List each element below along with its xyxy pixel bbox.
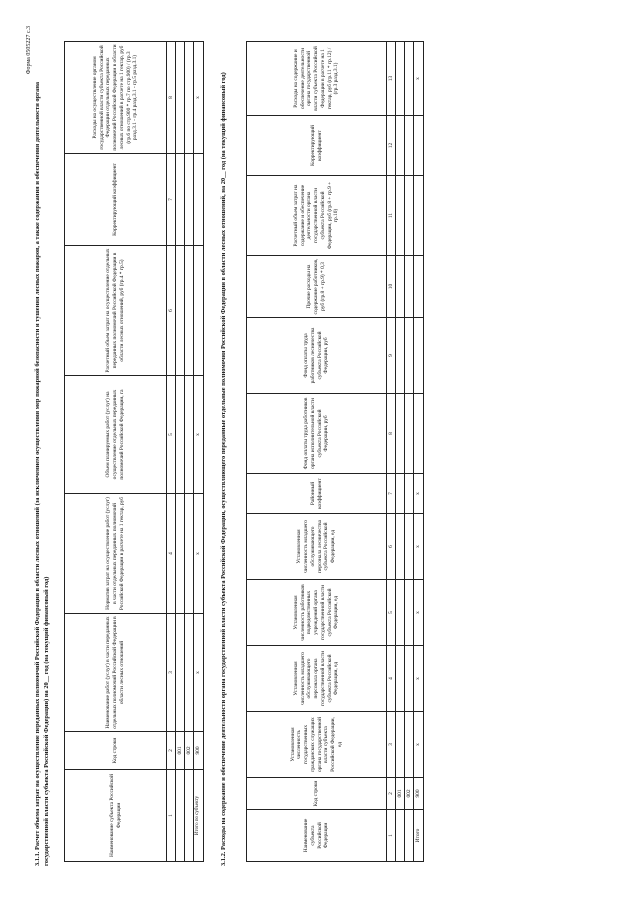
s1-cell: [176, 494, 185, 614]
s1-cell: [176, 154, 185, 246]
s2-cell: [414, 318, 424, 394]
s2-x-mark: x: [414, 646, 424, 712]
s2-colnum: 6: [387, 514, 396, 580]
s1-cell: [185, 154, 194, 246]
s2-cell: [405, 474, 414, 514]
s1-colnum: 5: [167, 376, 176, 494]
s1-colnum: 1: [167, 770, 176, 862]
s2-x-mark: x: [414, 712, 424, 778]
s1-cell: [176, 42, 185, 154]
s2-header-civil-servants: Установленная численность государственных гражданских служащих органа государственной власти субъекта Российской Федерации, ед: [247, 712, 387, 778]
s1-header-expenses: Расходы на осуществление органом государственной власти субъекта Российской Федерации отдельных переданных полномочий Российской Федерации в области лесных отношений в расчете на 1 гектар, руб (гр.6 по стр.900 * гр.7 по стр.900) / (гр.3 разд.3.1 - гр.4 разд.3.1 - гр.5 разд.3.1): [65, 42, 167, 154]
s1-cell: [185, 376, 194, 494]
s1-cell: [185, 494, 194, 614]
s1-colnum: 4: [167, 494, 176, 614]
s1-header-coef: Корректирующий коэффициент: [65, 154, 167, 246]
s1-row-code: 001: [176, 732, 185, 770]
s2-colnum: 7: [387, 474, 396, 514]
s2-colnum: 13: [387, 42, 396, 116]
table-row: [185, 42, 194, 862]
s1-cell: [185, 770, 194, 862]
s2-cell: [396, 514, 405, 580]
s2-x-mark: x: [414, 42, 424, 116]
s2-total-code: 900: [414, 778, 424, 810]
s2-colnum: 12: [387, 116, 396, 176]
s2-cell: [396, 318, 405, 394]
s2-cell: [414, 176, 424, 256]
s1-colnum: 7: [167, 154, 176, 246]
s2-colnum: 2: [387, 778, 396, 810]
s2-header-junior-staff-organ: Установленная численность младшего обслуживающего персонала органа государственной власти субъекта Российской Федерации, ед: [247, 646, 387, 712]
s1-header-calc-volume: Расчетный объем затрат на осуществление отдельных переданных полномочий Российской Федерации в области лесных отношений, руб (гр.4 * гр.5): [65, 246, 167, 376]
s1-header-subject: Наименование субъекта Российской Федерации: [65, 770, 167, 862]
s2-x-mark: x: [414, 474, 424, 514]
s2-cell: [396, 474, 405, 514]
s2-header-coef: Корректирующий коэффициент: [247, 116, 387, 176]
s2-total-row: [414, 42, 424, 862]
s1-cell: [185, 42, 194, 154]
s2-cell: [396, 646, 405, 712]
s2-cell: [396, 42, 405, 116]
s2-x-mark: x: [414, 514, 424, 580]
s2-cell: [405, 42, 414, 116]
s2-header-regional-coef: Районный коэффициент: [247, 474, 387, 514]
s2-colnum: 9: [387, 318, 396, 394]
s1-x-mark: x: [194, 42, 204, 154]
s2-cell: [405, 176, 414, 256]
s1-colnum: 2: [167, 732, 176, 770]
s2-colnum: 8: [387, 394, 396, 474]
s2-colnum: 1: [387, 810, 396, 862]
s1-header-code: Код строки: [65, 732, 167, 770]
s1-header-volume: Объем планируемых работ (услуг) на осуществление отдельных переданных полномочий Российской Федерации, га: [65, 376, 167, 494]
s1-row-code: 002: [185, 732, 194, 770]
s2-header-subordinate-staff: Установленная численность работников подведомственных учреждений органа государственной власти субъекта Российской Федерации, ед: [247, 580, 387, 646]
s2-cell: [414, 256, 424, 318]
s2-cell: [405, 712, 414, 778]
table-row: [405, 42, 414, 862]
s2-cell: [414, 394, 424, 474]
s2-header-code: Код строки: [247, 778, 387, 810]
s2-cell: [396, 580, 405, 646]
s2-cell: [405, 514, 414, 580]
s2-x-mark: x: [414, 580, 424, 646]
s2-cell: [405, 646, 414, 712]
s2-cell: [405, 394, 414, 474]
s1-cell: [176, 246, 185, 376]
table-row: [396, 42, 405, 862]
s1-cell: [176, 614, 185, 732]
s2-cell: [405, 318, 414, 394]
s2-cell: [405, 256, 414, 318]
s2-colnum: 4: [387, 646, 396, 712]
s2-cell: [405, 810, 414, 862]
s2-colnum: 3: [387, 712, 396, 778]
s1-cell: [176, 376, 185, 494]
s1-x-mark: x: [194, 376, 204, 494]
s1-total-row: [194, 42, 204, 862]
rotated-content: [20, 22, 620, 882]
s2-header-other-expenses: Прочие расходы на содержание работников, руб (гр.8 + гр.9) * 0,3: [247, 256, 387, 318]
s1-total-label: Итого по субъекту: [194, 770, 204, 862]
s2-cell: [405, 116, 414, 176]
s1-colnum: 3: [167, 614, 176, 732]
s2-cell: [396, 256, 405, 318]
s2-header-payroll-forestry: Фонд оплаты труда работников лесничества субъекта Российской Федерации, руб: [247, 318, 387, 394]
section2-title: 3.1.2. Расходы на содержание и обеспечение деятельности органа государственной власти субъекта Российской Федерации, осуществляющего переданные отдельные полномочия Российской Федерации в области лесных отношений, на 20__ год (на текущий финансовый год): [220, 72, 227, 866]
s1-cell: [185, 246, 194, 376]
s1-cell: [185, 614, 194, 732]
s1-col-numbers-row: [167, 42, 176, 862]
s2-colnum: 5: [387, 580, 396, 646]
s2-cell: [396, 116, 405, 176]
s1-cell: [194, 154, 204, 246]
s2-cell: [396, 176, 405, 256]
s2-colnum: 11: [387, 176, 396, 256]
s2-cell: [396, 394, 405, 474]
s2-row-code: 001: [396, 778, 405, 810]
s2-header-payroll-organ: Фонд оплаты труда работников органа исполнительной власти субъекта Российской Федерации, руб: [247, 394, 387, 474]
s2-header-junior-staff-forestry: Установленная численность младшего обслуживающего персонала лесничества субъекта Российской Федерации, ед: [247, 514, 387, 580]
s2-cell: [396, 810, 405, 862]
s1-cell: [194, 246, 204, 376]
s1-total-code: 900: [194, 732, 204, 770]
form-code: Форма 0505227 с.3: [26, 26, 32, 75]
s2-cell: [414, 116, 424, 176]
s1-colnum: 6: [167, 246, 176, 376]
section1-title: 3.1.1. Расчет объема затрат на осуществление переданных полномочий Российской Федерации в области лесных отношений (за исключением осуществления мер пожарной безопасности и тушения лесных пожаров, а также содержания и обеспечения деятельности органа государственной власти субъекта Российской Федерации) на 20__ год (на текущий финансовый год): [34, 81, 50, 866]
s2-row-code: 002: [405, 778, 414, 810]
s2-cell: [405, 580, 414, 646]
table-row: [176, 42, 185, 862]
s2-colnum: 10: [387, 256, 396, 318]
s2-header-calc-volume: Расчетный объем затрат на содержание и обеспечение деятельности органа государственной власти субъекта Российской Федерации, руб (гр.8 + гр.9 + гр.10): [247, 176, 387, 256]
s1-x-mark: x: [194, 614, 204, 732]
s1-colnum: 8: [167, 42, 176, 154]
s2-header-subject: Наименование субъекта Российской Федерации: [247, 810, 387, 862]
section1-table: [64, 41, 204, 862]
s1-x-mark: x: [194, 494, 204, 614]
s2-col-numbers-row: [387, 42, 396, 862]
s1-cell: [176, 770, 185, 862]
s1-header-works: Наименование работ (услуг) в части переданных отдельных полномочий Российской Федерации в области лесных отношений: [65, 614, 167, 732]
s1-header-norm: Норматив затрат на осуществление работ (услуг) в части отдельных переданных полномочий Российской Федерации в расчете на 1 гектар, руб: [65, 494, 167, 614]
s2-cell: [396, 712, 405, 778]
section2-table: [246, 41, 424, 862]
s2-total-label: Итого: [414, 810, 424, 862]
s2-header-expenses-per-ha: Расходы на содержание и обеспечение деятельности органа государственной власти субъекта Российской Федерации в расчете на 1 гектар, руб (гр.11 * гр.12) / (гр.3 разд.3.1): [247, 42, 387, 116]
